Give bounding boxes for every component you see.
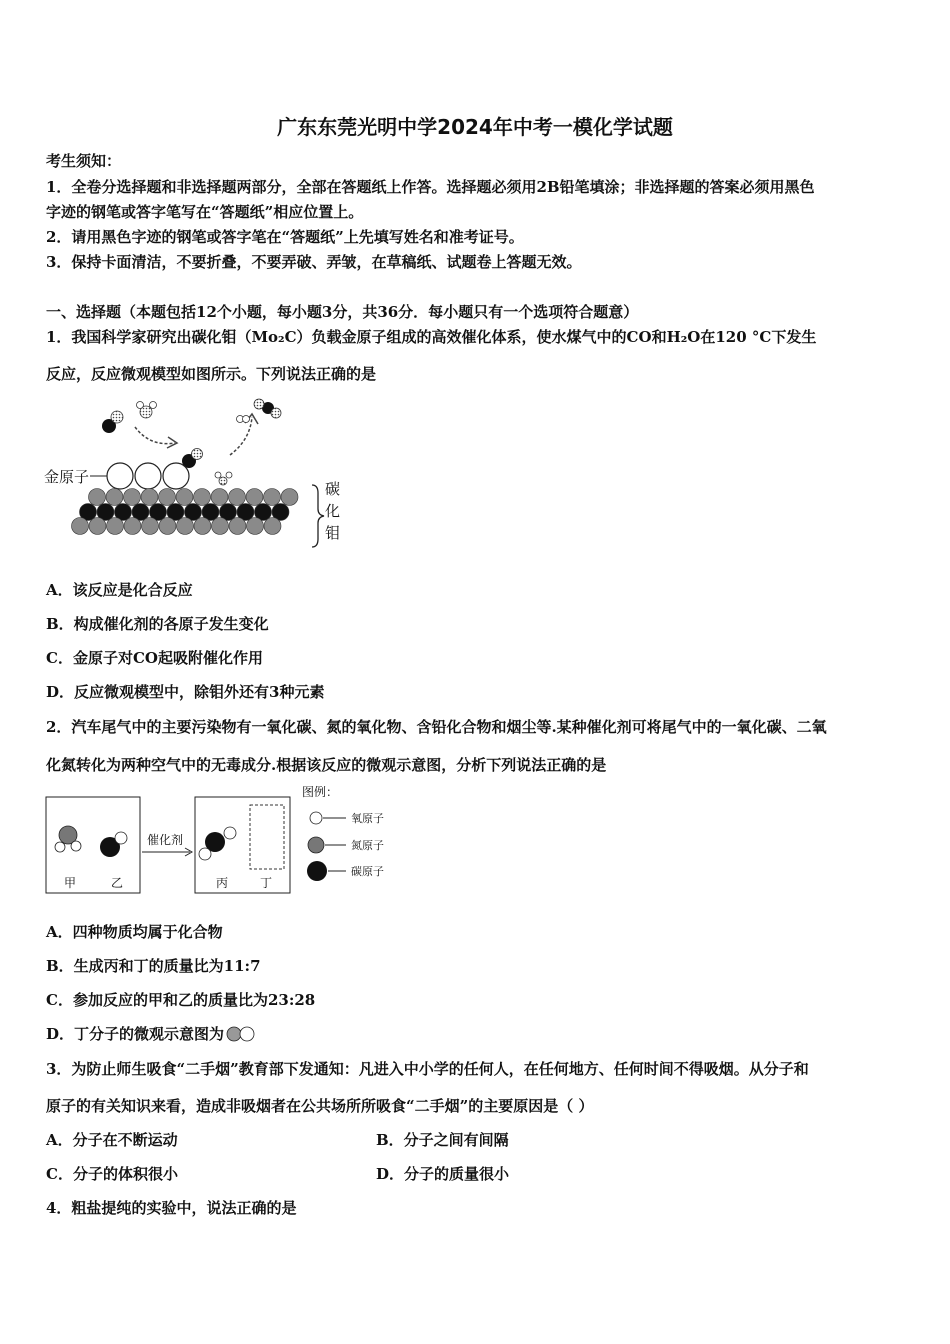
molybdenum-atom: [159, 489, 176, 506]
legend-carbon: 碳原子: [351, 865, 384, 878]
molybdenum-atom: [194, 489, 211, 506]
mo-c-label-3: 钼: [325, 524, 341, 542]
molybdenum-atom: [264, 489, 281, 506]
molybdenum-atom: [264, 518, 281, 535]
co2-molecule-icon: [254, 399, 281, 418]
molybdenum-atom: [89, 518, 106, 535]
molybdenum-atom: [229, 489, 246, 506]
molybdenum-atom: [247, 518, 264, 535]
molybdenum-atom: [107, 518, 124, 535]
q2-stem-a: 2．汽车尾气中的主要污染物有一氧化碳、氮的氧化物、含铅化合物和烟尘等.某种催化剂可将尾气中的一氧化碳、二氧: [46, 718, 827, 736]
q4-stem: 4．粗盐提纯的实验中，说法正确的是: [46, 1199, 297, 1217]
notice-heading: 考生须知：: [46, 152, 122, 170]
molybdenum-atom: [246, 489, 263, 506]
q1-stem-b: 反应，反应微观模型如图所示。下列说法正确的是: [46, 365, 377, 383]
q2-option-d[interactable]: [46, 1024, 256, 1044]
co-molecule-icon: [102, 411, 123, 433]
arrow-down-icon: [135, 427, 175, 444]
q3-stem-b: 原子的有关知识来看，造成非吸烟者在公共场所所吸食“二手烟”的主要原因是（ ）: [46, 1097, 594, 1115]
q2-option-b[interactable]: B．生成丙和丁的质量比为11:7: [46, 957, 261, 975]
q2-stem-b: 化氮转化为两种空气中的无毒成分.根据该反应的微观示意图，分析下列说法正确的是: [46, 756, 607, 774]
molybdenum-atom: [106, 489, 123, 506]
q1-figure-reaction-model: [40, 395, 350, 555]
gold-atoms: [107, 463, 189, 489]
q3-option-a[interactable]: A．分子在不断运动: [46, 1131, 178, 1149]
molybdenum-atom: [72, 518, 89, 535]
h2-molecule-icon: [237, 416, 250, 423]
q3-stem-a: 3．为防止师生吸食“二手烟”教育部下发通知：凡进入中小学的任何人，在任何地方、任何时间不得吸烟。从分子和: [46, 1060, 809, 1078]
q1-stem-a: 1．我国科学家研究出碳化钼（Mo₂C）负载金原子组成的高效催化体系，使水煤气中的CO和H₂O在120 °C下发生: [46, 328, 817, 346]
q1-option-c[interactable]: C．金原子对CO起吸附催化作用: [46, 649, 263, 667]
q2-option-c[interactable]: C．参加反应的甲和乙的质量比为23:28: [46, 991, 316, 1009]
molybdenum-atom: [141, 489, 158, 506]
q3-option-c[interactable]: C．分子的体积很小: [46, 1165, 178, 1183]
gold-atom-label: 金原子: [44, 468, 90, 486]
section-heading: 一、选择题（本题包括12个小题，每小题3分，共36分．每小题只有一个选项符合题意）: [46, 303, 639, 321]
notice-line-1b: 字迹的钢笔或答字笔写在“答题纸”相应位置上。: [46, 203, 364, 221]
molybdenum-atom: [124, 489, 141, 506]
q2-option-d-text: D．丁分子的微观示意图为: [46, 1025, 225, 1043]
notice-line-2: 2．请用黑色字迹的钢笔或答字笔在“答题纸”上先填写姓名和准考证号。: [46, 228, 524, 246]
mo-c-lattice: [72, 489, 299, 535]
molybdenum-atom: [212, 518, 229, 535]
q2-option-a[interactable]: A．四种物质均属于化合物: [46, 923, 223, 941]
q3-option-d[interactable]: D．分子的质量很小: [376, 1165, 510, 1183]
legend-title: 图例：: [302, 785, 339, 799]
q1-option-d[interactable]: D．反应微观模型中，除钼外还有3种元素: [46, 683, 325, 701]
mo-c-label-2: 化: [325, 502, 341, 520]
q2-figure-micro-diagram: [44, 782, 404, 896]
label-bing: 丙: [216, 876, 229, 890]
molybdenum-atom: [177, 518, 194, 535]
water-molecule-icon: [137, 402, 157, 419]
label-jia: 甲: [64, 876, 77, 890]
molybdenum-atom: [211, 489, 228, 506]
label-yi: 乙: [111, 876, 124, 890]
mo-c-label-1: 碳: [325, 480, 341, 498]
molybdenum-atom: [176, 489, 193, 506]
molybdenum-atom: [281, 489, 298, 506]
legend-oxygen: 氧原子: [351, 812, 384, 825]
legend-nitrogen: 氮原子: [351, 839, 384, 852]
q1-option-a[interactable]: A．该反应是化合反应: [46, 581, 193, 599]
molybdenum-atom: [89, 489, 106, 506]
label-ding: 丁: [260, 876, 273, 890]
notice-line-1a: 1．全卷分选择题和非选择题两部分，全部在答题纸上作答。选择题必须用2B铅笔填涂；非选择题的答案必须用黑色: [46, 178, 815, 196]
q1-option-b[interactable]: B．构成催化剂的各原子发生变化: [46, 615, 269, 633]
molybdenum-atom: [229, 518, 246, 535]
page-title: 广东东莞光明中学2024年中考一模化学试题: [277, 115, 673, 139]
molybdenum-atom: [159, 518, 176, 535]
molybdenum-atom: [194, 518, 211, 535]
q3-option-b[interactable]: B．分子之间有间隔: [376, 1131, 509, 1149]
catalyst-label: 催化剂: [147, 833, 184, 847]
molybdenum-atom: [124, 518, 141, 535]
n2-molecule-icon: [226, 1026, 256, 1042]
molybdenum-atom: [142, 518, 159, 535]
notice-line-3: 3．保持卡面清洁，不要折叠，不要弄破、弄皱，在草稿纸、试题卷上答题无效。: [46, 253, 582, 271]
